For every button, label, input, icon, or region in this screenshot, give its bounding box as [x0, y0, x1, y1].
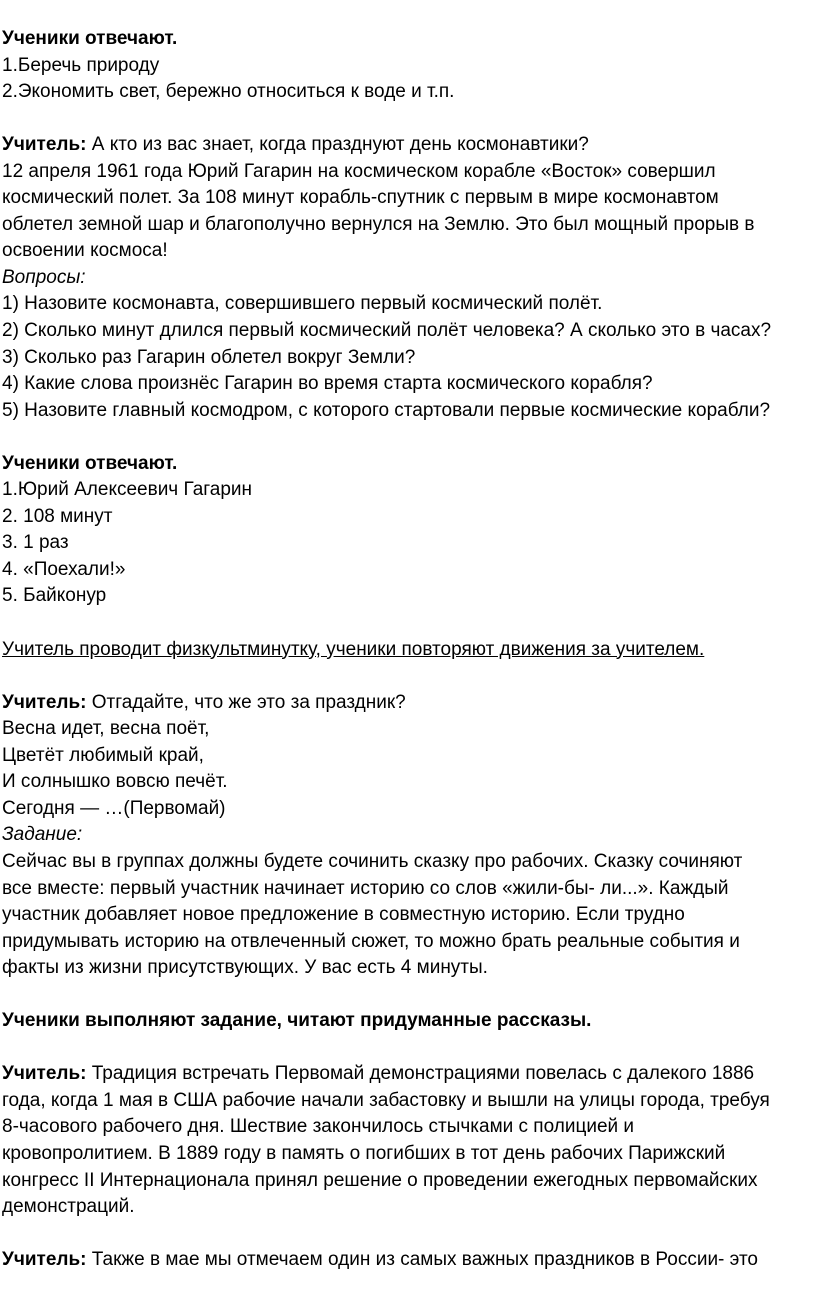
line-text: 12 апреля 1961 года Юрий Гагарин на космическом корабле «Восток» совершил — [2, 160, 716, 182]
blank-line — [2, 424, 816, 451]
text-line — [2, 451, 816, 478]
text-line — [2, 398, 816, 425]
text-line — [2, 185, 816, 212]
line-text: Цветёт любимый край, — [2, 744, 204, 766]
line-text: 3) Сколько раз Гагарин облетел вокруг Земли? — [2, 346, 416, 368]
text-line — [2, 1141, 816, 1168]
line-text: освоении космоса! — [2, 240, 168, 262]
line-text: демонстраций. — [2, 1196, 135, 1218]
line-text: Отгадайте, что же это за праздник? — [86, 691, 406, 713]
text-line — [2, 716, 816, 743]
line-text: участник добавляет новое предложение в совместную историю. Если трудно — [2, 904, 685, 926]
speaker-label: Учитель: — [2, 1063, 87, 1085]
text-line — [2, 1088, 816, 1115]
text-line — [2, 583, 816, 610]
line-text: облетел земной шар и благополучно вернулся на Землю. Это был мощный прорыв в — [2, 213, 755, 235]
text-line — [2, 345, 816, 372]
text-line — [2, 557, 816, 584]
line-text: факты из жизни присутствующих. У вас есть 4 минуты. — [2, 957, 488, 979]
text-line — [2, 371, 816, 398]
line-text: 5) Назовите главный космодром, с которого стартовали первые космические корабли? — [2, 399, 771, 421]
text-line — [2, 265, 816, 292]
text-line — [2, 504, 816, 531]
line-text: 8-часового рабочего дня. Шествие закончилось стычками с полицией и — [2, 1116, 635, 1138]
line-text: Весна идет, весна поёт, — [2, 718, 210, 740]
text-line — [2, 902, 816, 929]
line-text: 4) Какие слова произнёс Гагарин во время старта космического корабля? — [2, 373, 653, 395]
text-line — [2, 318, 816, 345]
line-text: И солнышко вовсю печёт. — [2, 771, 228, 793]
blank-line — [2, 610, 816, 637]
line-text: Задание: — [2, 824, 83, 846]
line-text: Также в мае мы отмечаем один из самых важных праздников в России- это — [86, 1249, 758, 1271]
line-text: 5. Байконур — [2, 585, 107, 607]
text-line — [2, 1247, 816, 1274]
line-text: Учитель проводит физкультминутку, ученики повторяют движения за учителем. — [2, 638, 705, 660]
text-line — [2, 26, 816, 53]
text-line — [2, 929, 816, 956]
blank-line — [2, 982, 816, 1009]
text-line — [2, 477, 816, 504]
speaker-label: Учитель: — [2, 691, 87, 713]
line-text: 4. «Поехали!» — [2, 558, 126, 580]
text-line — [2, 132, 816, 159]
text-line — [2, 1168, 816, 1195]
line-text: 1) Назовите космонавта, совершившего первый космический полёт. — [2, 293, 603, 315]
text-line — [2, 955, 816, 982]
text-line — [2, 53, 816, 80]
text-line — [2, 79, 816, 106]
text-line — [2, 849, 816, 876]
blank-line — [2, 1221, 816, 1248]
line-text: Ученики выполняют задание, читают придуманные рассказы. — [2, 1010, 592, 1032]
text-line — [2, 291, 816, 318]
line-text: А кто из вас знает, когда празднуют день космонавтики? — [86, 134, 589, 156]
line-text: 2.Экономить свет, бережно относиться к воде и т.п. — [2, 81, 455, 103]
blank-line — [2, 1035, 816, 1062]
speaker-label: Учитель: — [2, 134, 87, 156]
line-text: Вопросы: — [2, 266, 86, 288]
text-line — [2, 159, 816, 186]
line-text: 1.Беречь природу — [2, 54, 160, 76]
line-text: Сегодня — …(Первомай) — [2, 797, 226, 819]
blank-line — [2, 663, 816, 690]
text-line — [2, 1194, 816, 1221]
line-text: 2) Сколько минут длился первый космический полёт человека? А сколько это в часах? — [2, 320, 772, 342]
line-text: конгресс II Интернационала принял решение о проведении ежегодных первомайских — [2, 1169, 758, 1191]
line-text: Ученики отвечают. — [2, 28, 178, 49]
text-line — [2, 690, 816, 717]
line-text: Сейчас вы в группах должны будете сочинить сказку про рабочих. Сказку сочиняют — [2, 850, 743, 872]
speaker-label: Учитель: — [2, 1249, 87, 1271]
line-text: года, когда 1 мая в США рабочие начали забастовку и вышли на улицы города, требуя — [2, 1089, 770, 1111]
line-text: 1.Юрий Алексеевич Гагарин — [2, 479, 253, 501]
text-line — [2, 796, 816, 823]
line-text: космический полет. За 108 минут корабль-спутник с первым в мире космонавтом — [2, 187, 719, 209]
line-text: 3. 1 раз — [2, 532, 69, 554]
line-text: 2. 108 минут — [2, 505, 113, 527]
line-text: все вместе: первый участник начинает историю со слов «жили-бы- ли...». Каждый — [2, 877, 729, 899]
text-line — [2, 769, 816, 796]
text-line — [2, 1008, 816, 1035]
line-text: придумывать историю на отвлеченный сюжет, то можно брать реальные события и — [2, 930, 740, 952]
text-line — [2, 822, 816, 849]
text-line — [2, 637, 816, 664]
text-line — [2, 238, 816, 265]
line-text: Ученики отвечают. — [2, 452, 178, 474]
text-line — [2, 1114, 816, 1141]
blank-line — [2, 106, 816, 133]
text-line — [2, 743, 816, 770]
line-text: Традиция встречать Первомай демонстрациями повелась с далекого 1886 — [86, 1063, 755, 1085]
text-line — [2, 212, 816, 239]
text-line — [2, 1061, 816, 1088]
text-line — [2, 876, 816, 903]
line-text: кровопролитием. В 1889 году в память о погибших в тот день рабочих Парижский — [2, 1142, 726, 1164]
text-line — [2, 530, 816, 557]
